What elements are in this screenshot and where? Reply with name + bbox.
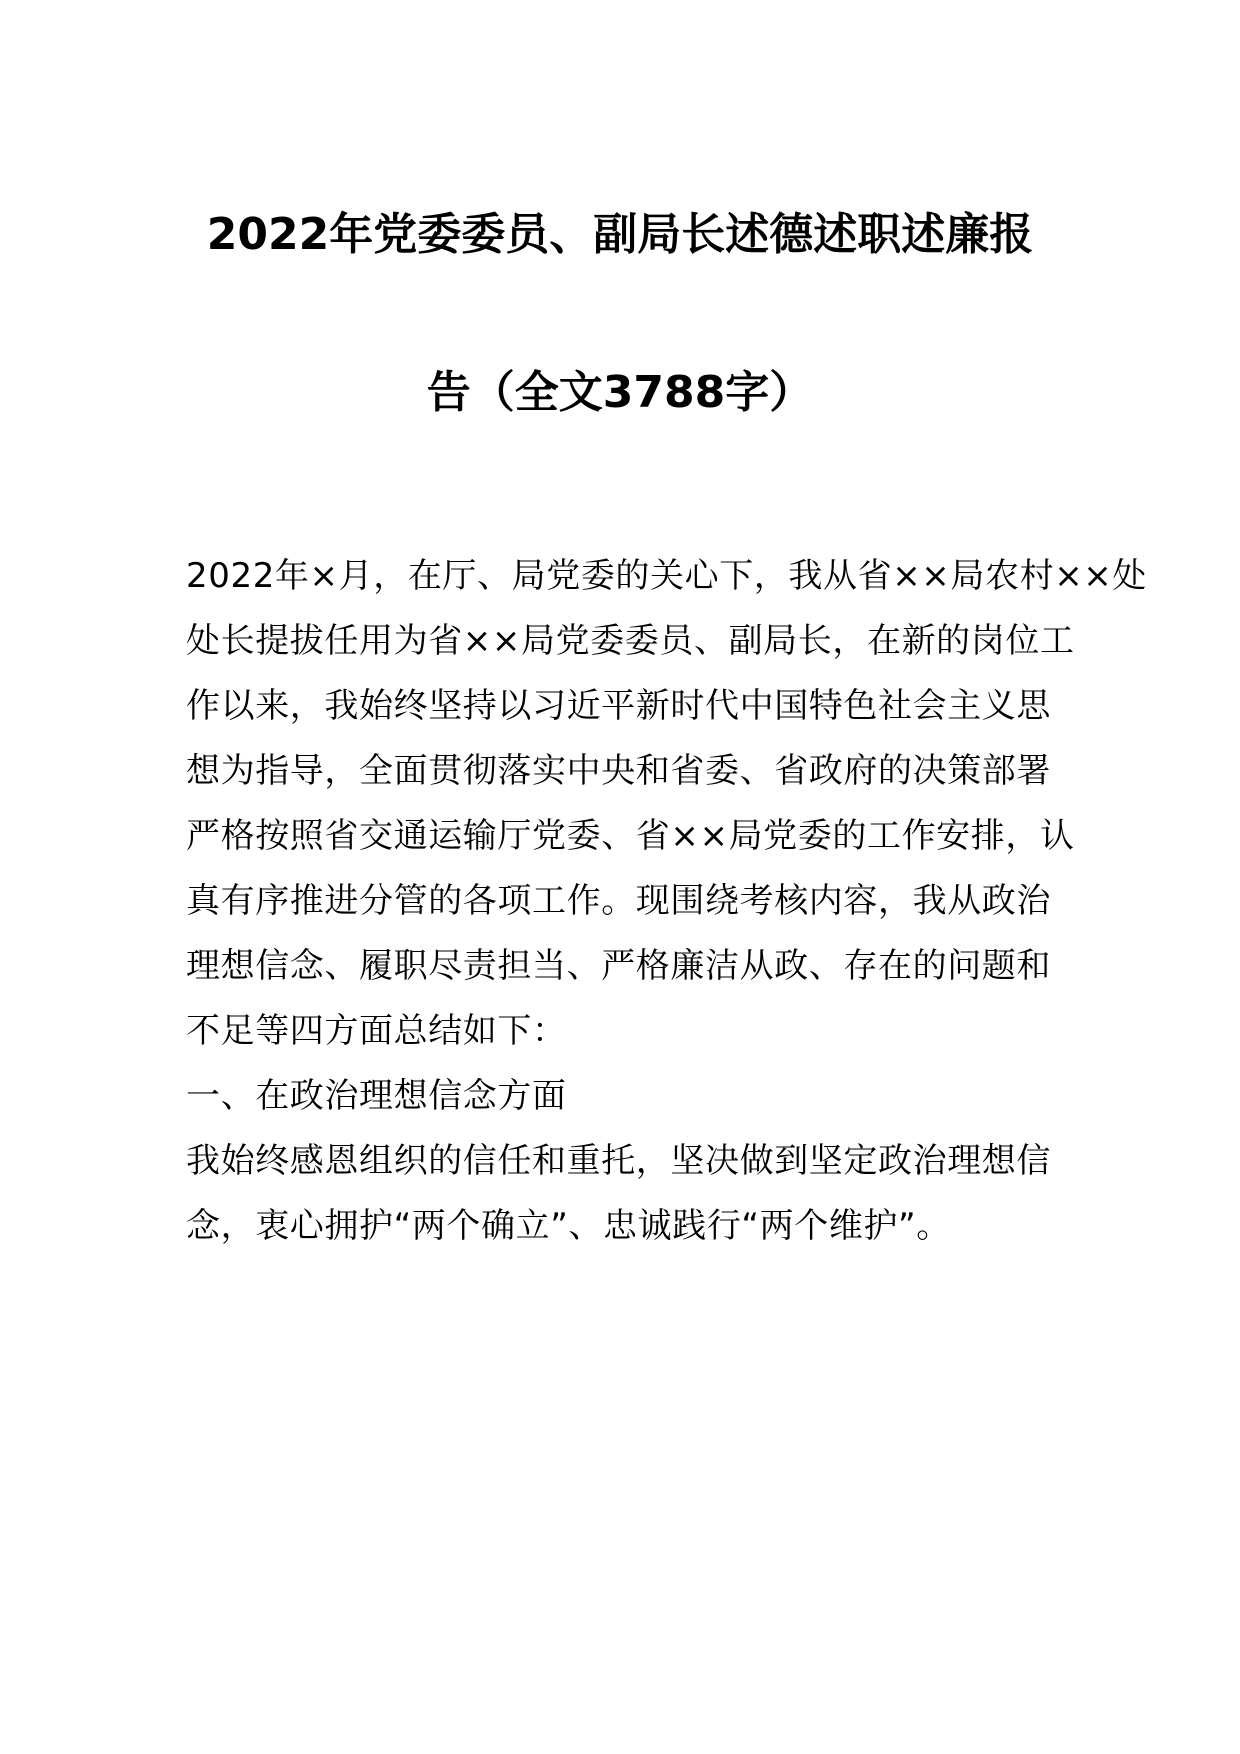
body-line: 念，衷心拥护“两个确立”、忠诚践行“两个维护”。 (186, 1206, 951, 1246)
body-line: 2022年×月，在厅、局党委的关心下，我从省××局农村××处 (186, 556, 1147, 596)
document-body (186, 544, 1147, 1259)
body-line: 想为指导，全面贯彻落实中央和省委、省政府的决策部署 (186, 751, 1051, 791)
body-line: 我始终感恩组织的信任和重托，坚决做到坚定政治理想信 (186, 1141, 1051, 1181)
document-title-line-1: 2022年党委委员、副局长述德述职述廉报 (206, 209, 1034, 260)
document-title-line-2: 告（全文3788字） (426, 367, 814, 418)
body-line: 理想信念、履职尽责担当、严格廉洁从政、存在的问题和 (186, 946, 1051, 986)
section-heading: 一、在政治理想信念方面 (186, 1076, 567, 1116)
body-line: 作以来，我始终坚持以习近平新时代中国特色社会主义思 (186, 686, 1051, 726)
body-line: 不足等四方面总结如下： (186, 1011, 567, 1051)
body-line: 处长提拔任用为省××局党委委员、副局长，在新的岗位工 (186, 621, 1075, 661)
body-line: 严格按照省交通运输厅党委、省××局党委的工作安排，认 (186, 816, 1075, 856)
body-line: 真有序推进分管的各项工作。现围绕考核内容，我从政治 (186, 881, 1051, 921)
